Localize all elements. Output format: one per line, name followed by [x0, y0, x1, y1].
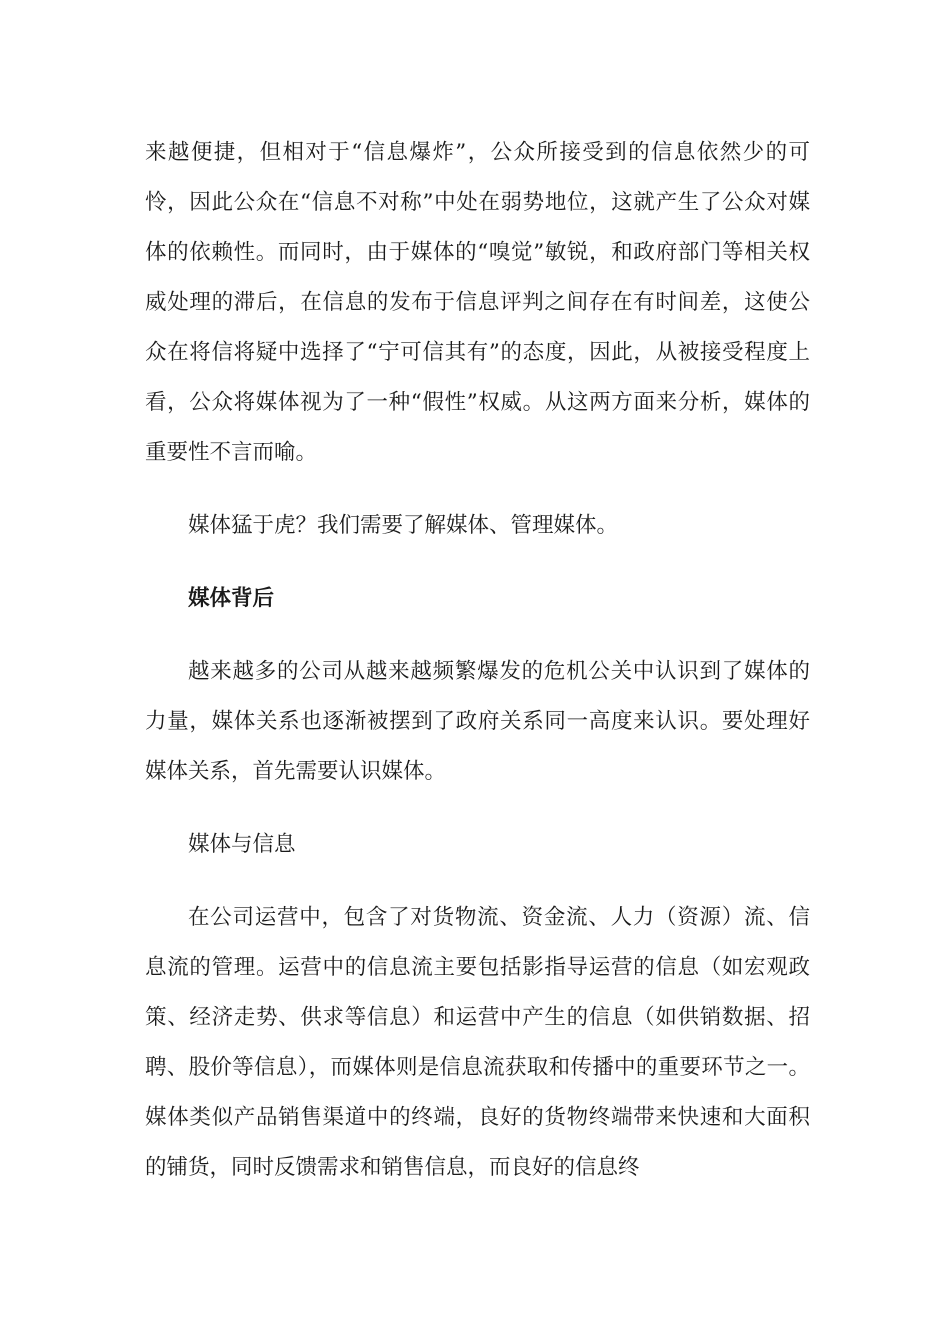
document-body [145, 128, 810, 1216]
paragraph-section-intro: 越来越多的公司从越来越频繁爆发的危机公关中认识到了媒体的力量，媒体关系也逐渐被摆到了政府关系同一高度来认识。要处理好媒体关系，首先需要认识媒体。 [145, 659, 810, 784]
section-heading: 媒体背后 [188, 586, 275, 611]
paragraph-continuation: 来越便捷，但相对于“信息爆炸”，公众所接受到的信息依然少的可怜，因此公众在“信息不对称”中处在弱势地位，这就产生了公众对媒体的依赖性。而同时，由于媒体的“嗅觉”敏锐，和政府部门等相关权威处理的滞后，在信息的发布于信息评判之间存在有时间差，这使公众在将信将疑中选择了“宁可信其有”的态度，因此，从被接受程度上看，公众将媒体视为了一种“假性”权威。从这两方面来分析，媒体的重要性不言而喻。 [145, 140, 810, 465]
paragraph-media-tiger: 媒体猛于虎？我们需要了解媒体、管理媒体。 [188, 513, 619, 538]
subsection-heading: 媒体与信息 [188, 832, 296, 857]
paragraph-information-flow: 在公司运营中，包含了对货物流、资金流、人力（资源）流、信息流的管理。运营中的信息流主要包括影指导运营的信息（如宏观政策、经济走势、供求等信息）和运营中产生的信息（如供销数据、招聘、股价等信息），而媒体则是信息流获取和传播中的重要环节之一。媒体类似产品销售渠道中的终端，良好的货物终端带来快速和大面积的铺货，同时反馈需求和销售信息，而良好的信息终 [145, 905, 810, 1180]
